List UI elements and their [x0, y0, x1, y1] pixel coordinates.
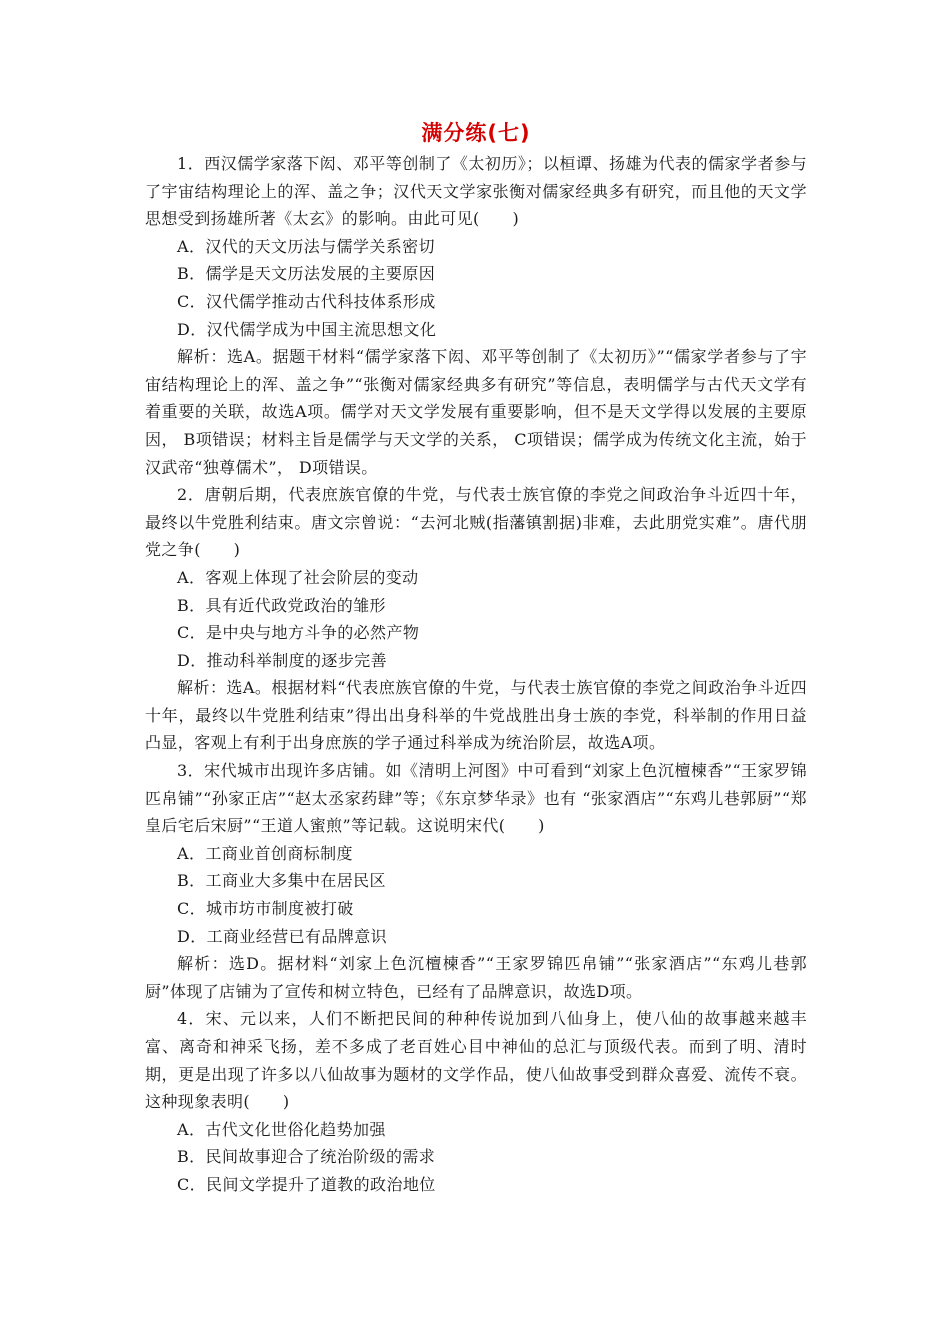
question-2-option-d: D．推动科举制度的逐步完善: [177, 650, 388, 670]
question-2-option-b: B．具有近代政党政治的雏形: [177, 595, 386, 615]
question-3-option-a: A．工商业首创商标制度: [177, 843, 353, 863]
question-2-option-a: A．客观上体现了社会阶层的变动: [177, 567, 419, 587]
question-4-option-a: A．古代文化世俗化趋势加强: [177, 1119, 386, 1139]
question-1-option-c: C．汉代儒学推动古代科技体系形成: [177, 291, 436, 311]
question-stem-4: 4．宋、元以来，人们不断把民间的种种传说加到八仙身上，使八仙的故事越来越丰富、离奇和神采飞扬，差不多成了老百姓心目中神仙的总汇与顶级代表。而到了明、清时期，更是出现了许多以八仙故事为题材的文学作品，使八仙故事受到群众喜爱、流传不衰。这种现象表明( ): [145, 1009, 807, 1112]
page-title: 满分练(七): [421, 121, 531, 145]
question-1-option-a: A．汉代的天文历法与儒学关系密切: [177, 236, 435, 256]
question-4-option-b: B．民间故事迎合了统治阶级的需求: [177, 1147, 436, 1167]
question-1-option-d: D．汉代儒学成为中国主流思想文化: [177, 319, 437, 339]
question-1-analysis: 解析：选A。据题干材料“儒学家落下闳、邓平等创制了《太初历》”“儒家学者参与了宇宙结构理论上的浑、盖之争”“张衡对儒家经典多有研究”等信息，表明儒学与古代天文学有着重要的关联，故选A项。儒学对天文学发展有重要影响，但不是天文学得以发展的主要原因， B项错误；材料主旨是儒学与天文学的关系， C项错误；儒学成为传统文化主流，始于汉武帝“独尊儒术”， D项错误。: [145, 347, 807, 477]
question-3-analysis: 解析：选D。据材料“刘家上色沉檀楝香”“王家罗锦匹帛铺”“张家酒店”“东鸡儿巷郭厨”体现了店铺为了宣传和树立特色，已经有了品牌意识，故选D项。: [145, 954, 807, 1001]
document-content: [145, 118, 807, 1199]
question-2-analysis: 解析：选A。根据材料“代表庶族官僚的牛党，与代表士族官僚的李党之间政治争斗近四十年，最终以牛党胜利结束”得出出身科举的牛党战胜出身士族的李党，科举制的作用日益凸显，客观上有利于出身庶族的学子通过科举成为统治阶层，故选A项。: [145, 678, 807, 753]
question-1-option-b: B．儒学是天文历法发展的主要原因: [177, 264, 436, 284]
question-3-option-c: C．城市坊市制度被打破: [177, 899, 354, 919]
question-stem-1: 1．西汉儒学家落下闳、邓平等创制了《太初历》；以桓谭、扬雄为代表的儒家学者参与了宇宙结构理论上的浑、盖之争；汉代天文学家张衡对儒家经典多有研究，而且他的天文学思想受到扬雄所著《太玄》的影响。由此可见( ): [145, 154, 807, 229]
question-stem-2: 2．唐朝后期，代表庶族官僚的牛党，与代表士族官僚的李党之间政治争斗近四十年，最终以牛党胜利结束。唐文宗曾说：“去河北贼(指藩镇割据)非难，去此朋党实难”。唐代朋党之争( ): [145, 485, 807, 560]
question-4-option-c: C．民间文学提升了道教的政治地位: [177, 1174, 436, 1194]
question-3-option-b: B．工商业大多集中在居民区: [177, 871, 386, 891]
question-2-option-c: C．是中央与地方斗争的必然产物: [177, 623, 420, 643]
question-stem-3: 3．宋代城市出现许多店铺。如《清明上河图》中可看到“刘家上色沉檀楝香”“王家罗锦匹帛铺”“孙家正店”“赵太丞家药肆”等；《东京梦华录》也有 “张家酒店”“东鸡儿巷郭厨”“郑皇后宅后宋厨”“王道人蜜煎”等记载。这说明宋代( ): [145, 761, 807, 836]
question-3-option-d: D．工商业经营已有品牌意识: [177, 926, 388, 946]
